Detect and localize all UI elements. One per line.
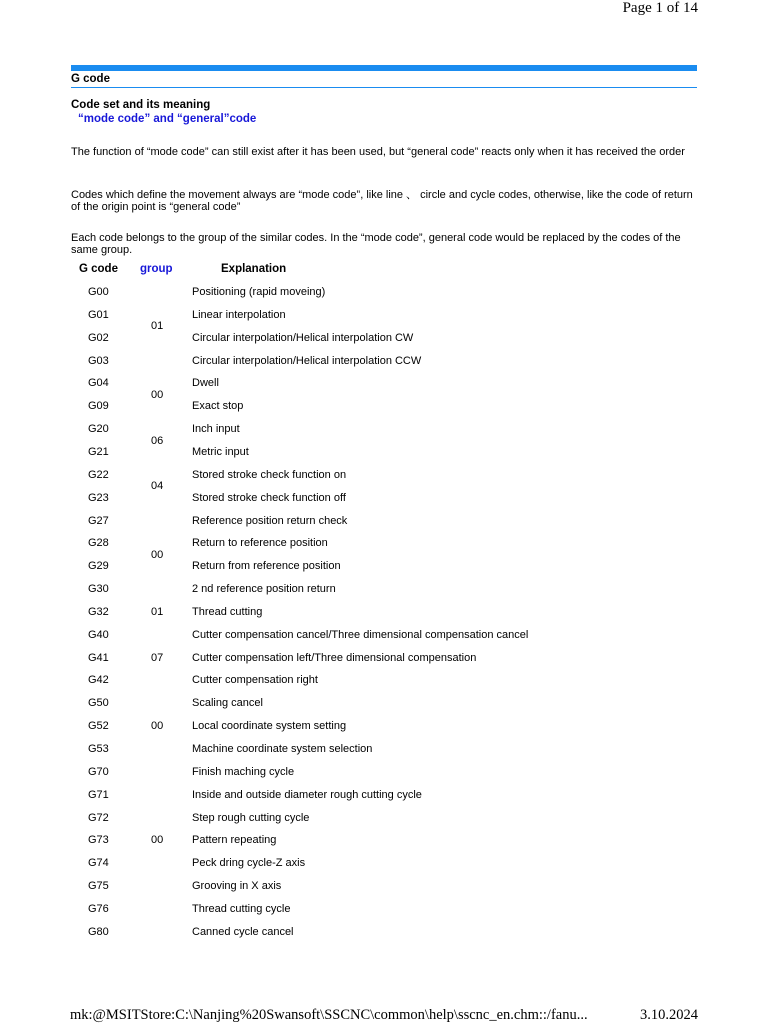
table-row (0, 652, 768, 674)
explanation-cell: Thread cutting (192, 605, 263, 618)
table-row (0, 377, 768, 399)
subtitle-mode-code: “mode code” and “general”code (78, 113, 257, 125)
footer (70, 1007, 698, 1024)
explanation-cell: Inside and outside diameter rough cutting cycle (192, 788, 422, 801)
gcode-cell: G21 (88, 445, 109, 458)
table-row (0, 606, 768, 628)
table-row (0, 583, 768, 605)
table-row (0, 492, 768, 514)
gcode-cell: G52 (88, 720, 109, 733)
explanation-cell: Circular interpolation/Helical interpolation CCW (192, 354, 422, 367)
group-label: 00 (151, 548, 164, 561)
table-row (0, 332, 768, 354)
table-row (0, 469, 768, 491)
explanation-cell: Linear interpolation (192, 308, 286, 321)
group-label: 01 (151, 605, 164, 618)
gcode-cell: G30 (88, 583, 109, 596)
gcode-cell: G72 (88, 811, 109, 824)
gcode-cell: G50 (88, 697, 109, 710)
table-row (0, 743, 768, 765)
column-header-gcode: G code (79, 263, 118, 275)
explanation-cell: Cutter compensation right (192, 674, 318, 687)
gcode-cell: G80 (88, 925, 109, 938)
paragraph-1: The function of “mode code” can still exist after it has been used, but “general code” reacts only when it has received the order (71, 146, 685, 158)
explanation-cell: Return to reference position (192, 537, 328, 550)
gcode-cell: G28 (88, 537, 109, 550)
table-row (0, 400, 768, 422)
explanation-cell: 2 nd reference position return (192, 583, 336, 596)
table-row (0, 789, 768, 811)
gcode-cell: G76 (88, 902, 109, 915)
explanation-cell: Cutter compensation left/Three dimensional compensation (192, 651, 477, 664)
gcode-cell: G02 (88, 331, 109, 344)
group-label: 00 (151, 720, 164, 733)
explanation-cell: Scaling cancel (192, 697, 263, 710)
explanation-cell: Thread cutting cycle (192, 902, 291, 915)
table-row (0, 697, 768, 719)
page-number: Page 1 of 14 (622, 0, 698, 16)
explanation-cell: Machine coordinate system selection (192, 743, 373, 755)
explanation-cell: Exact stop (192, 400, 244, 413)
group-label: 04 (151, 480, 164, 493)
explanation-cell: Return from reference position (192, 560, 341, 573)
gcode-cell: G01 (88, 308, 109, 321)
explanation-cell: Canned cycle cancel (192, 925, 294, 938)
section-title: G code (71, 73, 110, 85)
table-row (0, 766, 768, 788)
table-row (0, 834, 768, 856)
table-row (0, 309, 768, 331)
table-row (0, 720, 768, 742)
footer-date: 3.10.2024 (640, 1007, 698, 1023)
explanation-cell: Step rough cutting cycle (192, 811, 310, 824)
group-label: 07 (151, 651, 164, 664)
table-row (0, 629, 768, 651)
explanation-cell: Finish maching cycle (192, 765, 295, 778)
gcode-cell: G00 (88, 286, 109, 298)
table-row (0, 926, 768, 948)
explanation-cell: Metric input (192, 445, 249, 458)
table-row (0, 355, 768, 377)
table-row (0, 812, 768, 834)
group-label: 00 (151, 834, 164, 847)
explanation-cell: Cutter compensation cancel/Three dimensional compensation cancel (192, 628, 529, 641)
gcode-cell: G04 (88, 377, 109, 390)
group-label: 06 (151, 434, 164, 447)
gcode-cell: G42 (88, 674, 109, 687)
footer-path: mk:@MSITStore:C:\Nanjing%20Swansoft\SSCNC\common\help\sscnc_en.chm::/fanu... (70, 1007, 588, 1023)
explanation-cell: Stored stroke check function off (192, 491, 346, 504)
gcode-cell: G23 (88, 491, 109, 504)
table-row (0, 903, 768, 925)
group-label: 00 (151, 388, 164, 401)
gcode-cell: G53 (88, 743, 109, 755)
table-row (0, 286, 768, 308)
explanation-cell: Dwell (192, 377, 219, 390)
table-row (0, 446, 768, 468)
header-rule-thick (71, 65, 697, 71)
column-header-explanation: Explanation (221, 263, 287, 275)
gcode-cell: G41 (88, 651, 109, 664)
column-header-group: group (140, 263, 173, 275)
explanation-cell: Reference position return check (192, 514, 348, 527)
group-label: 01 (151, 320, 164, 333)
gcode-cell: G70 (88, 765, 109, 778)
header-rule-thin (71, 87, 697, 88)
gcode-cell: G03 (88, 354, 109, 367)
explanation-cell: Circular interpolation/Helical interpolation CW (192, 331, 414, 344)
explanation-cell: Positioning (rapid moveing) (192, 286, 326, 298)
table-row (0, 560, 768, 582)
gcode-cell: G29 (88, 560, 109, 573)
gcode-cell: G74 (88, 857, 109, 870)
gcode-cell: G32 (88, 605, 109, 618)
gcode-cell: G20 (88, 423, 109, 436)
explanation-cell: Grooving in X axis (192, 880, 282, 893)
paragraph-3: Each code belongs to the group of the similar codes. In the “mode code”, general code would be replaced by the codes of the same group. (71, 232, 681, 256)
table-row (0, 423, 768, 445)
table-row (0, 537, 768, 559)
gcode-cell: G40 (88, 628, 109, 641)
gcode-cell: G27 (88, 514, 109, 527)
explanation-cell: Peck dring cycle-Z axis (192, 857, 306, 870)
explanation-cell: Local coordinate system setting (192, 720, 347, 733)
gcode-cell: G73 (88, 834, 109, 847)
table-row (0, 880, 768, 902)
explanation-cell: Pattern repeating (192, 834, 277, 847)
table-row (0, 674, 768, 696)
paragraph-2: Codes which define the movement always are “mode code”, like line 、 circle and cycle codes, otherwise, like the code of return of the origin point is “general code” (71, 189, 693, 213)
subtitle: Code set and its meaning (71, 99, 211, 111)
table-row (0, 857, 768, 879)
gcode-cell: G09 (88, 400, 109, 413)
explanation-cell: Inch input (192, 423, 240, 436)
table-row (0, 515, 768, 537)
gcode-cell: G22 (88, 468, 109, 481)
gcode-cell: G75 (88, 880, 109, 893)
gcode-cell: G71 (88, 788, 109, 801)
explanation-cell: Stored stroke check function on (192, 468, 347, 481)
